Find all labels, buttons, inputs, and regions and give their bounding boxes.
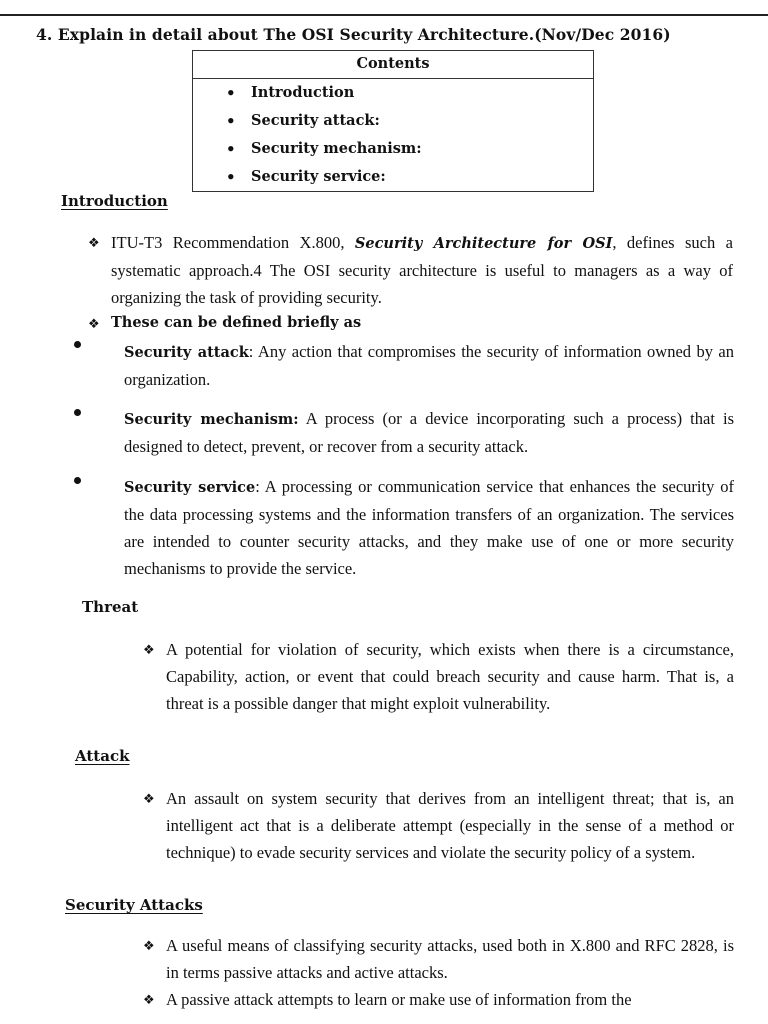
attack-text: An assault on system security that derives from an intelligent threat; that is, an intelligent act that is a deliberate attempt (especially in the sense of a method or technique) to evade security services and violate the security policy of a system. xyxy=(166,789,734,862)
attack-heading: Attack xyxy=(75,747,130,765)
separator: : xyxy=(255,477,265,496)
diamond-bullet-icon: ❖ xyxy=(88,236,100,251)
security-attack-definition xyxy=(124,338,734,393)
diamond-bullet-icon: ❖ xyxy=(143,939,155,954)
bullet-dot xyxy=(74,341,81,348)
definition-text: Any action that compromises the security of information owned by an organization. xyxy=(124,342,734,389)
bullet-dot xyxy=(74,477,81,484)
intro-paragraph xyxy=(111,229,733,311)
definition-text: A processing or communication service that enhances the security of the data processing systems and the information transfers of an organization. The services are intended to counter security attacks, and they make use of one or more security mechanisms to provide the service. xyxy=(124,477,734,578)
contents-item: • Security service: xyxy=(193,163,593,191)
separator xyxy=(299,409,306,428)
question-heading: 4. Explain in detail about The OSI Security Architecture.(Nov/Dec 2016) xyxy=(36,25,671,44)
security-attacks-item: A useful means of classifying security attacks, used both in X.800 and RFC 2828, is in terms passive attacks and active attacks. xyxy=(166,936,734,982)
intro-text-pre: ITU-T3 Recommendation X.800, xyxy=(111,233,355,252)
diamond-bullet-icon: ❖ xyxy=(88,317,100,332)
contents-item: • Security mechanism: xyxy=(193,135,593,163)
contents-title: Contents xyxy=(193,51,593,79)
introduction-heading: Introduction xyxy=(61,192,168,210)
intro-text-post: , defines such a systematic approach.4 The OSI security architecture is useful to managers as a way of organizing the task of providing security. xyxy=(111,233,734,307)
diamond-bullet-icon: ❖ xyxy=(143,792,155,807)
security-service-definition xyxy=(124,473,734,582)
security-attacks-item: A passive attack attempts to learn or make use of information from the xyxy=(166,990,632,1009)
contents-box xyxy=(192,50,594,192)
separator: : xyxy=(248,342,258,361)
threat-heading: Threat xyxy=(82,598,139,616)
term-security-mechanism: Security mechanism: xyxy=(124,411,299,428)
bullet-dot xyxy=(74,409,81,416)
top-rule xyxy=(0,14,768,16)
threat-text: A potential for violation of security, which exists when there is a circumstance, Capability, action, or event that could breach security and cause harm. That is, a threat is a possible danger that might exploit vulnerability. xyxy=(166,640,734,713)
defined-briefly-line: These can be defined briefly as xyxy=(111,314,362,331)
security-attacks-heading: Security Attacks xyxy=(65,896,203,914)
security-mechanism-definition xyxy=(124,405,734,460)
definition-text: A process (or a device incorporating such a process) that is designed to detect, prevent, or recover from a security attack. xyxy=(124,409,734,456)
intro-emphasis: Security Architecture for OSI xyxy=(354,235,613,252)
diamond-bullet-icon: ❖ xyxy=(143,993,155,1008)
contents-item: • Introduction xyxy=(193,79,593,107)
diamond-bullet-icon: ❖ xyxy=(143,643,155,658)
term-security-service: Security service xyxy=(124,479,256,496)
contents-list xyxy=(193,79,593,191)
contents-item: • Security attack: xyxy=(193,107,593,135)
term-security-attack: Security attack xyxy=(124,344,249,361)
